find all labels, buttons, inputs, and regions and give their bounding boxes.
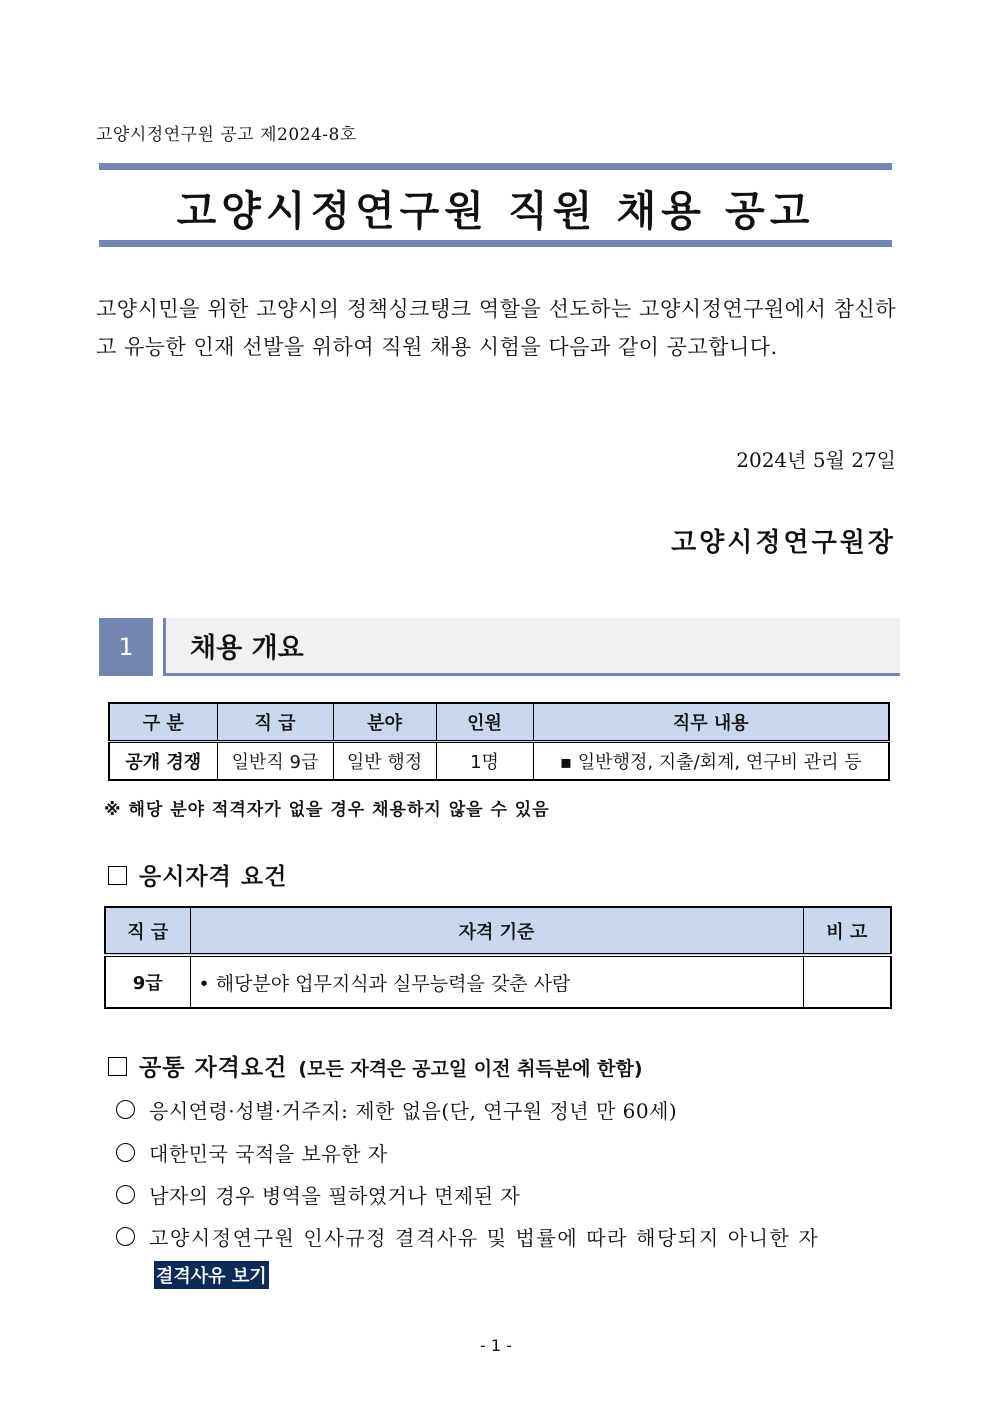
list-item-text: 남자의 경우 병역을 필하였거나 면제된 자 bbox=[149, 1184, 521, 1208]
list-item bbox=[116, 1095, 677, 1124]
cell-grade: 일반직 9급 bbox=[217, 742, 333, 781]
list-item bbox=[116, 1138, 388, 1167]
col-header-duty: 직무 내용 bbox=[533, 703, 889, 742]
overview-table bbox=[108, 702, 890, 781]
list-item-text: 응시연령·성별·거주지: 제한 없음(단, 연구원 정년 만 60세) bbox=[149, 1099, 678, 1123]
circle-bullet-icon bbox=[116, 1100, 135, 1119]
cell-field: 일반 행정 bbox=[333, 742, 436, 781]
cell-count: 1명 bbox=[436, 742, 533, 781]
title-top-rule bbox=[99, 163, 892, 170]
common-heading-text: 공통 자격요건 bbox=[139, 1055, 288, 1081]
common-heading-sub: (모든 자격은 공고일 이전 취득분에 한함) bbox=[298, 1058, 643, 1080]
cell-grade: 9급 bbox=[105, 955, 190, 1008]
notice-date: 2024년 5월 27일 bbox=[736, 448, 896, 472]
list-item bbox=[116, 1222, 819, 1251]
cell-duty: ▪ 일반행정, 지출/회계, 연구비 관리 등 bbox=[533, 742, 889, 781]
cell-criteria: • 해당분야 업무지식과 실무능력을 갖춘 사람 bbox=[190, 955, 803, 1008]
table-row bbox=[109, 742, 889, 781]
list-item-text: 고양시정연구원 인사규정 결격사유 및 법률에 따라 해당되지 아니한 자 bbox=[149, 1226, 820, 1250]
col-header-remark: 비 고 bbox=[803, 907, 891, 955]
qualification-table bbox=[104, 906, 892, 1009]
title-bottom-rule bbox=[99, 240, 892, 247]
circle-bullet-icon bbox=[116, 1227, 135, 1246]
col-header-grade: 직 급 bbox=[105, 907, 190, 955]
section-title: 채용 개요 bbox=[190, 633, 304, 664]
cell-type: 공개 경쟁 bbox=[109, 742, 217, 781]
list-item-text: 대한민국 국적을 보유한 자 bbox=[149, 1142, 388, 1166]
note-text: ※ 해당 분야 적격자가 없을 경우 채용하지 않을 수 있음 bbox=[104, 800, 550, 820]
section-number: 1 bbox=[99, 618, 153, 676]
qualification-heading-text: 응시자격 요건 bbox=[139, 864, 288, 890]
col-header-type: 구 분 bbox=[109, 703, 217, 742]
cell-remark bbox=[803, 955, 891, 1008]
checkbox-square-icon bbox=[108, 866, 127, 885]
notice-number: 고양시정연구원 공고 제2024-8호 bbox=[96, 125, 357, 145]
intro-paragraph: 고양시민을 위한 고양시의 정책싱크탱크 역할을 선도하는 고양시정연구원에서 참신하고 유능한 인재 선발을 위하여 직원 채용 시험을 다음과 같이 공고합니다. bbox=[96, 297, 896, 359]
col-header-grade: 직 급 bbox=[217, 703, 333, 742]
page-number: - 1 - bbox=[480, 1336, 512, 1355]
checkbox-square-icon bbox=[108, 1057, 127, 1076]
col-header-field: 분야 bbox=[333, 703, 436, 742]
circle-bullet-icon bbox=[116, 1143, 135, 1162]
circle-bullet-icon bbox=[116, 1185, 135, 1204]
col-header-criteria: 자격 기준 bbox=[190, 907, 803, 955]
page-title: 고양시정연구원 직원 채용 공고 bbox=[176, 187, 815, 235]
signer: 고양시정연구원장 bbox=[671, 528, 896, 558]
view-disqualification-button[interactable]: 결격사유 보기 bbox=[154, 1261, 269, 1289]
table-row bbox=[105, 955, 891, 1008]
list-item bbox=[116, 1180, 520, 1209]
common-heading bbox=[108, 1049, 643, 1082]
qualification-heading bbox=[108, 858, 287, 891]
col-header-count: 인원 bbox=[436, 703, 533, 742]
